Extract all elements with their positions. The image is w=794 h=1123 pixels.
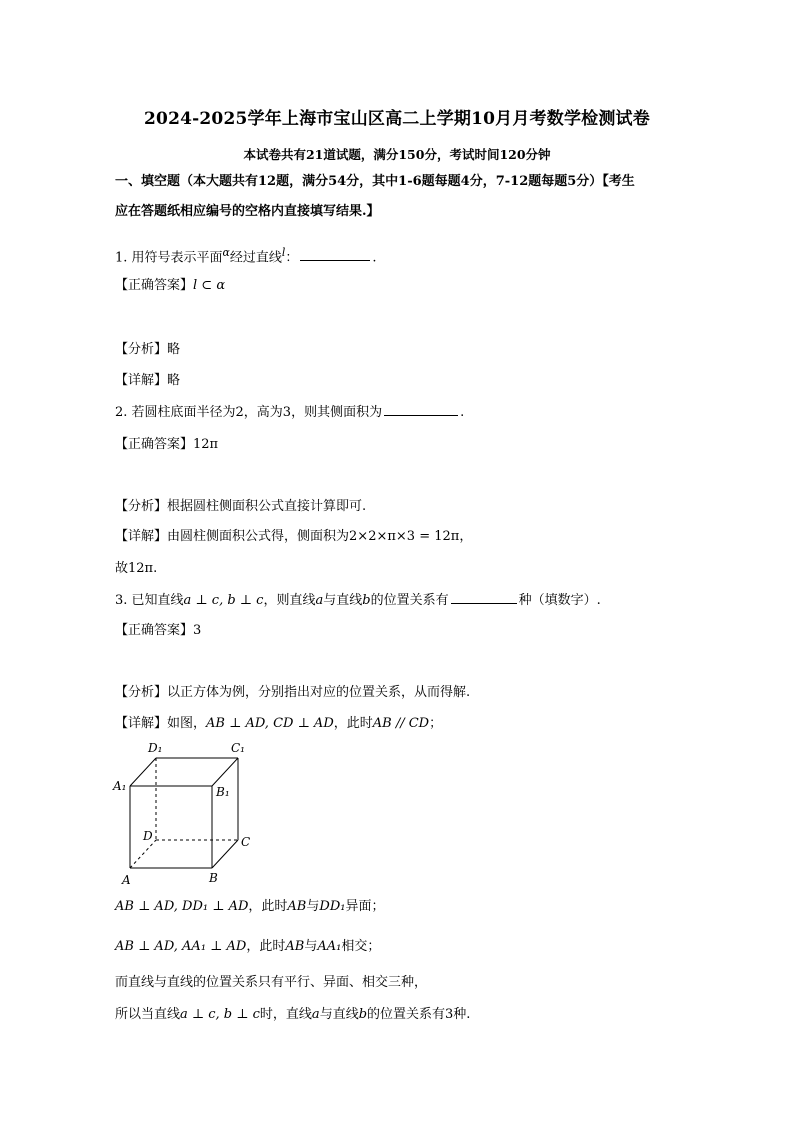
q3-case2-ab: AB [287, 899, 307, 914]
q3-summary2-a: a [311, 1007, 320, 1022]
q3-case2-dd: DD₁ [319, 899, 346, 914]
q3-detail-mid: ，此时 [333, 716, 373, 731]
label-a: A [122, 873, 131, 886]
q3-case-intersect [115, 937, 695, 957]
cube-figure [110, 738, 260, 886]
q3-case3-end: 相交； [341, 939, 381, 954]
q1-answer-blank [300, 247, 370, 261]
q2-end: . [460, 405, 465, 420]
label-b: B [209, 871, 218, 885]
label-c: C [241, 835, 251, 849]
q1-answer-label: 【正确答案】 [115, 278, 194, 293]
edge-b1c1 [212, 758, 238, 786]
q3-summary2-b: b [358, 1007, 368, 1022]
page-title: 2024-2025学年上海市宝山区高二上学期10月月考数学检测试卷 [144, 109, 650, 129]
q3-case3-aa: AA₁ [317, 939, 342, 954]
q2-detail-label: 【详解】 [115, 529, 168, 544]
q1-mid: 经过直线 [229, 250, 282, 266]
q3-analysis-label: 【分析】 [115, 685, 168, 700]
q2-analysis-label: 【分析】 [115, 499, 168, 514]
label-c1: C₁ [231, 741, 245, 755]
q3-summary2-end: 的位置关系有3种. [367, 1007, 471, 1022]
q3-mid2: 与直线 [323, 593, 363, 608]
q3-case3-ab: AB [285, 939, 305, 954]
section1-heading: 一、填空题（本大题共有12题，满分54分，其中1-6题每题4分，7-12题每题5分）【考生 [115, 174, 635, 189]
q3-detail-label: 【详解】 [115, 716, 168, 731]
q2-answer-blank [384, 402, 458, 416]
page-subtitle: 本试卷共有21道试题，满分150分，考试时间120分钟 [243, 147, 551, 162]
q3-analysis-text: 以正方体为例，分别指出对应的位置关系，从而得解. [167, 685, 471, 700]
question-2 [115, 402, 695, 423]
q1-answer-value: l ⊂ α [193, 278, 226, 293]
q3-case2-with: 与 [306, 899, 320, 914]
q3-var-b: b [362, 593, 371, 608]
q2-detail-math: 2×2×π×3 = 12π [349, 529, 460, 544]
q1-alpha: α [222, 246, 230, 259]
q2-answer-label: 【正确答案】 [115, 437, 194, 452]
q1-analysis-label: 【分析】 [115, 342, 168, 357]
label-d: D [143, 829, 153, 843]
q3-mid1: ，则直线 [263, 593, 316, 608]
q3-case2-end: 异面； [345, 899, 385, 914]
label-a1: A₁ [113, 779, 127, 793]
q3-case3-math: AB ⊥ AD, AA₁ ⊥ AD [115, 939, 247, 954]
q3-answer-label: 【正确答案】 [115, 623, 194, 638]
q3-summary-2 [115, 1005, 695, 1025]
q1-detail [115, 371, 695, 391]
q1-l: l [281, 246, 286, 259]
q3-case2-math: AB ⊥ AD, DD₁ ⊥ AD [115, 899, 249, 914]
q3-case3-mid: ，此时 [246, 939, 286, 954]
edge-ad-hidden [130, 840, 156, 868]
q3-summary-1: 而直线与直线的位置关系只有平行、异面、相交三种， [115, 975, 428, 990]
q1-end: . [372, 250, 377, 266]
label-b1: B₁ [216, 785, 230, 799]
q3-prefix: 3. 已知直线 [115, 593, 184, 608]
q3-answer [115, 621, 695, 641]
q1-detail-label: 【详解】 [115, 373, 168, 388]
q1-prefix: 1. 用符号表示平面 [115, 250, 223, 266]
q2-text: 2. 若圆柱底面半径为2，高为3，则其侧面积为 [115, 405, 383, 420]
q3-answer-blank [451, 590, 517, 604]
q3-answer-value: 3 [193, 623, 202, 638]
q3-var-a: a [315, 593, 324, 608]
q3-detail-prefix: 如图， [167, 716, 207, 731]
section1-instruction: 应在答题纸相应编号的空格内直接填写结果.】 [115, 204, 380, 219]
q2-analysis [115, 497, 695, 517]
label-d1: D₁ [148, 741, 163, 755]
q3-detail [115, 714, 695, 734]
q3-detail-math2: AB // CD [372, 716, 430, 731]
q2-detail-end: ， [459, 529, 473, 544]
edge-bc [212, 840, 238, 868]
q3-case2-mid: ，此时 [248, 899, 288, 914]
q2-detail-text: 由圆柱侧面积公式得，侧面积为 [167, 529, 350, 544]
question-3 [115, 590, 695, 611]
q3-case-skew [115, 897, 695, 917]
q1-answer [115, 276, 695, 296]
q2-conclusion: 故12π. [115, 561, 158, 576]
q1-detail-text: 略 [167, 373, 181, 388]
q3-summary2-prefix: 所以当直线 [115, 1007, 181, 1022]
q3-detail-math1: AB ⊥ AD, CD ⊥ AD [206, 716, 334, 731]
q2-detail [115, 527, 695, 547]
q3-summary2-mid1: 时，直线 [259, 1007, 312, 1022]
q3-mid3: 的位置关系有 [370, 593, 449, 608]
q1-analysis-text: 略 [167, 342, 181, 357]
q3-suffix: 种（填数字）. [518, 593, 601, 608]
edge-a1d1 [130, 758, 156, 786]
q1-analysis [115, 340, 695, 360]
q2-analysis-text: 根据圆柱侧面积公式直接计算即可. [167, 499, 367, 514]
q2-answer-value: 12π [193, 437, 219, 452]
question-1 [115, 243, 695, 268]
q1-suffix: ： [285, 250, 299, 266]
q3-summary2-cond: a ⊥ c, b ⊥ c [180, 1007, 260, 1022]
q3-cond: a ⊥ c, b ⊥ c [183, 593, 264, 608]
q3-detail-end: ； [429, 716, 443, 731]
q3-case3-with: 与 [304, 939, 318, 954]
q3-analysis [115, 683, 695, 703]
q3-summary2-mid2: 与直线 [319, 1007, 359, 1022]
q2-answer [115, 435, 695, 455]
